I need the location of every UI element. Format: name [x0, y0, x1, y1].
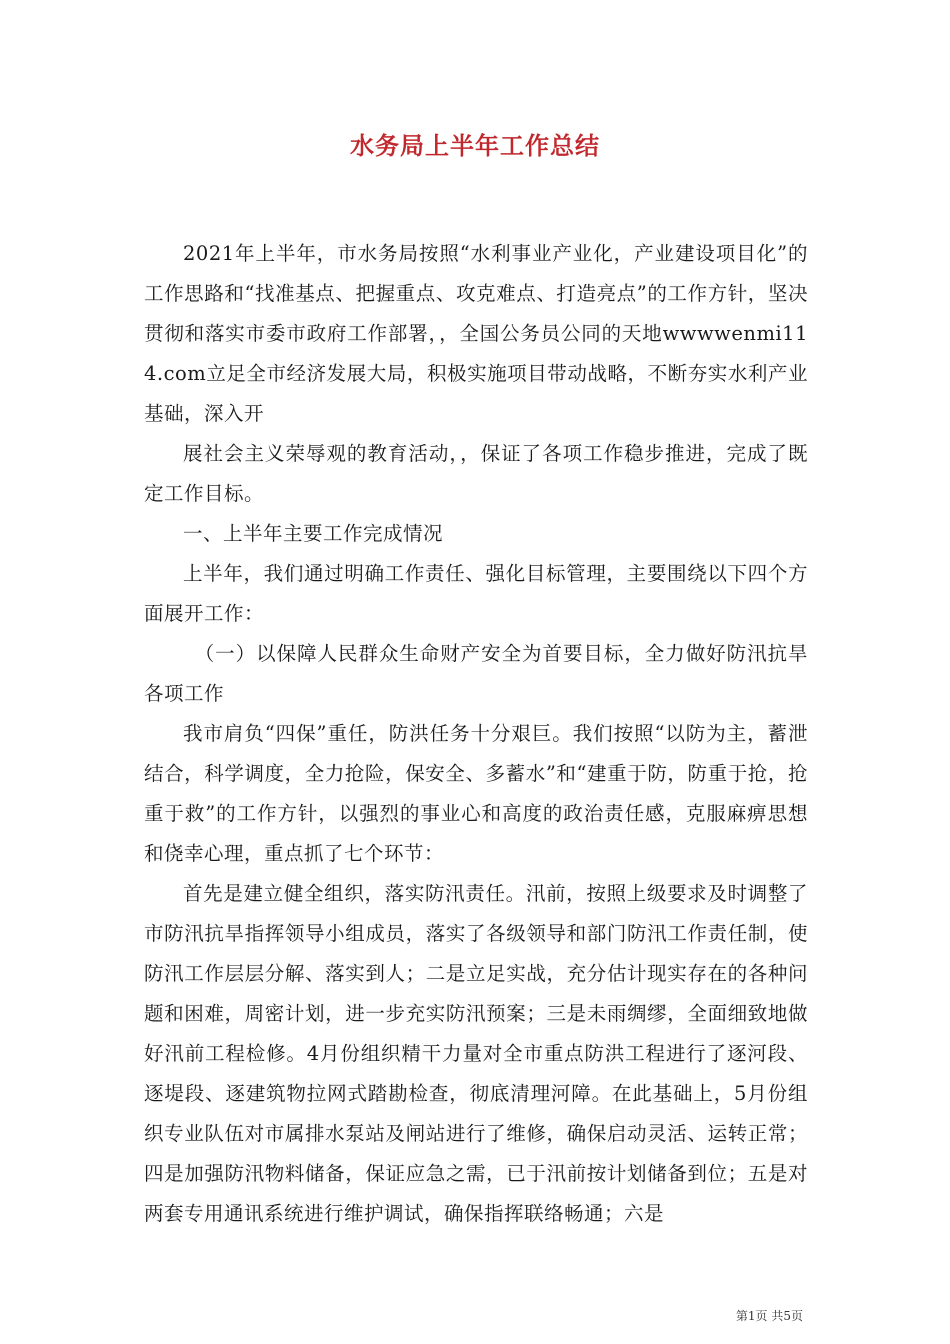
paragraph-intro: 2021年上半年，市水务局按照“水利事业产业化，产业建设项目化”的工作思路和“找准基点、把握重点、攻克难点、打造亮点”的工作方针，坚决贯彻和落实市委市政府工作部署，，全国公务员公同的天地wwwwenmi114.com立足全市经济发展大局，积极实施项目带动战略，不断夯实水利产业基础，深入开: [144, 242, 808, 425]
section-heading: 一、上半年主要工作完成情况: [183, 522, 444, 545]
page-number: 第1页 共5页: [735, 1309, 803, 1323]
subsection-heading: （一）以保障人民群众生命财产安全为首要目标，全力做好防汛抗旱各项工作: [144, 642, 808, 705]
paragraph-overview: 上半年，我们通过明确工作责任、强化目标管理，主要围绕以下四个方面展开工作：: [144, 562, 808, 625]
paragraph-flood-policy: 我市肩负“四保”重任，防洪任务十分艰巨。我们按照“以防为主，蓄泄结合，科学调度，全力抢险，保安全、多蓄水”和“建重于防，防重于抢，抢重于救”的工作方针，以强烈的事业心和高度的政治责任感，克服麻痹思想和侥幸心理，重点抓了七个环节：: [144, 722, 808, 865]
document-body: [144, 234, 808, 1234]
document-title: 水务局上半年工作总结: [350, 132, 600, 160]
paragraph-flood-measures: 首先是建立健全组织，落实防汛责任。汛前，按照上级要求及时调整了市防汛抗旱指挥领导小组成员，落实了各级领导和部门防汛工作责任制，使防汛工作层层分解、落实到人；二是立足实战，充分估计现实存在的各种问题和困难，周密计划，进一步充实防汛预案；三是未雨绸缪，全面细致地做好汛前工程检修。4月份组织精干力量对全市重点防洪工程进行了逐河段、逐堤段、逐建筑物拉网式踏勘检查，彻底清理河障。在此基础上，5月份组织专业队伍对市属排水泵站及闸站进行了维修，确保启动灵活、运转正常；四是加强防汛物料储备，保证应急之需，已于汛前按计划储备到位；五是对两套专用通讯系统进行维护调试，确保指挥联络畅通；六是: [144, 882, 808, 1225]
paragraph-intro-continued: 展社会主义荣辱观的教育活动，，保证了各项工作稳步推进，完成了既定工作目标。: [144, 442, 808, 505]
